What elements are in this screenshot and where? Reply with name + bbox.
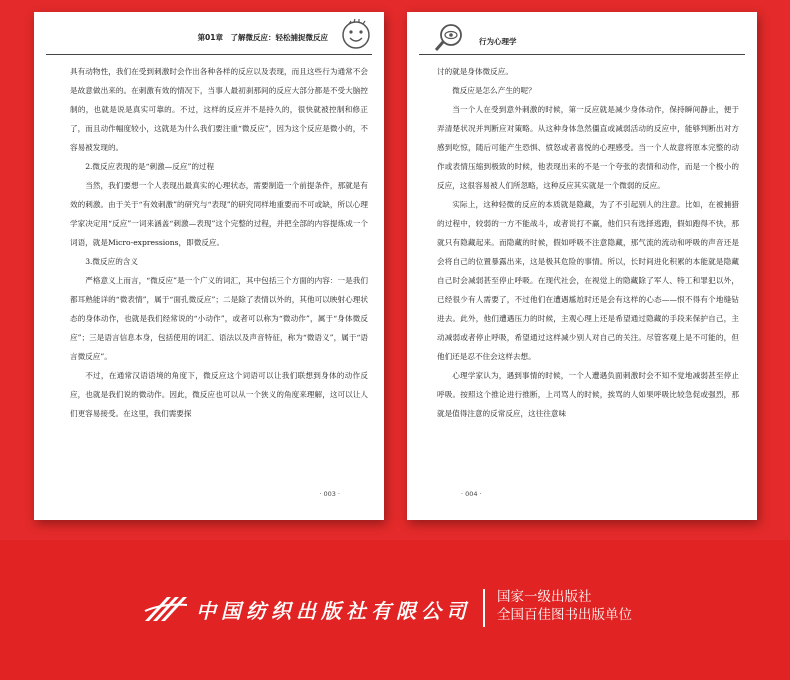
magnifier-eye-icon	[433, 22, 473, 54]
left-page-body	[70, 62, 368, 423]
publisher-name: 中国纺织出版社有限公司	[196, 599, 471, 623]
paragraph: 3.微反应的含义	[85, 257, 138, 266]
tagline-top-publisher: 全国百佳图书出版单位	[497, 607, 632, 623]
paragraph: 讨的就是身体微反应。	[437, 67, 513, 76]
divider	[483, 589, 485, 627]
paragraph: 微反应是怎么产生的呢？	[452, 86, 536, 95]
book-series-title: 行为心理学	[479, 37, 517, 46]
right-page	[407, 12, 757, 520]
paragraph: 2.微反应表现的是“刺激—反应”的过程	[85, 162, 215, 171]
left-page	[34, 12, 384, 520]
publisher-logo-icon	[143, 593, 189, 623]
paragraph: 不过，在通常汉语语境的角度下，微反应这个词语可以让我们联想到身体的动作反应，也就是我们说的微动作。因此，微反应也可以从一个狭义的角度来理解，这可以让人们更容易接受。在这里，我们需要探	[70, 371, 368, 418]
smiley-face-icon	[340, 18, 372, 50]
paragraph: 当一个人在受到意外刺激的时候，第一反应就是减少身体动作，保持瞬间静止，便于弄清楚状况并判断应对策略。从这种身体急然僵直或减弱活动的反应中，能够判断出对方感到吃惊，随后可能产生恐惧、愤怒或者喜悦的心理感受。当一个人故意将原本完整的动作或表情压缩到极致的时候，他表现出来的不是一个夸张的表情和动作，而是一个极小的反应，这很容易被人们所忽略，这种反应其实就是一个微弱的反应。	[437, 105, 739, 190]
left-page-header	[46, 18, 372, 55]
paragraph: 实际上，这种轻微的反应的本质就是隐藏，为了不引起别人的注意。比如，在被捕猎的过程中，较弱的一方不能战斗，或者说打不赢，他们只有选择逃跑，假如跑得不快，那就只有隐藏起来。而隐藏的时候，假如呼吸不注意隐藏，那气流的流动和呼吸的声音还是会将自己的位置暴露出来，这是极其危险的事情。所以，长时间进化积累的本能就是隐藏自己时会减弱甚至停止呼吸。在现代社会，在视觉上的隐藏除了军人、特工和罪犯以外，已经很少有人需要了，不过他们在遭遇尴尬时还是会有这样的心态——恨不得有个地缝钻进去。此外，他们遭遇压力的时候，主观心理上还是希望通过隐藏的手段来保护自己，主动减弱或者停止呼吸，希望通过这样减少别人对自己的关注。尽管客观上是不可能的，但他们还是忍不住会这样去想。	[437, 200, 739, 361]
paragraph: 严格意义上而言，“微反应”是一个广义的词汇，其中包括三个方面的内容：一是我们都耳熟能详的“微表情”，属于“面孔微反应”；二是除了表情以外的，其他可以映射心理状态的身体动作，也就是我们经常说的“小动作”，或者可以称为“微动作”，属于“身体微反应”；三是语言信息本身，包括使用的词汇、语法以及声音特征，称为“微语义”，属于“语言微反应”。	[70, 276, 368, 361]
right-page-body	[437, 62, 739, 423]
right-page-header	[419, 18, 745, 55]
paragraph: 当然，我们要想一个人表现出最真实的心理状态，需要制造一个前提条件，那就是有效的刺激。由于关于“有效刺激”的研究与“表现”的研究同样地重要而不可或缺，所以心理学家决定用“反应”一词来涵盖“刺激—表现”这个完整的过程，并把全部的内容提炼成一个词语，就是Micro-expressions，即微反应。	[70, 181, 368, 247]
tagline-national: 国家一级出版社	[497, 589, 592, 605]
publisher-footer	[0, 585, 790, 635]
page-number: · 004 ·	[461, 490, 482, 498]
paragraph: 具有动物性，我们在受到刺激时会作出各种各样的反应以及表现，而且这些行为通常不会是故意做出来的。在刺激有效的情况下，当事人最初刹那间的反应大部分都是不受大脑控制的，也就是说是真实可靠的。不过，这样的反应并不是持久的，很快就被控制和修正了，而且动作幅度较小，这就是为什么我们要注重“微反应”，因为这个反应是微小的，不容易被发现的。	[70, 67, 368, 152]
page-number: · 003 ·	[319, 490, 340, 498]
paragraph: 心理学家认为，遇到事情的时候，一个人遭遇负面刺激时会不知不觉地减弱甚至停止呼吸。按照这个推论进行推断，上司骂人的时候，挨骂的人如果呼吸比较急促或强烈，那就是值得注意的反常反应，这往往意味	[437, 371, 739, 418]
chapter-title: 第01章 了解微反应：轻松捕捉微反应	[197, 33, 328, 42]
